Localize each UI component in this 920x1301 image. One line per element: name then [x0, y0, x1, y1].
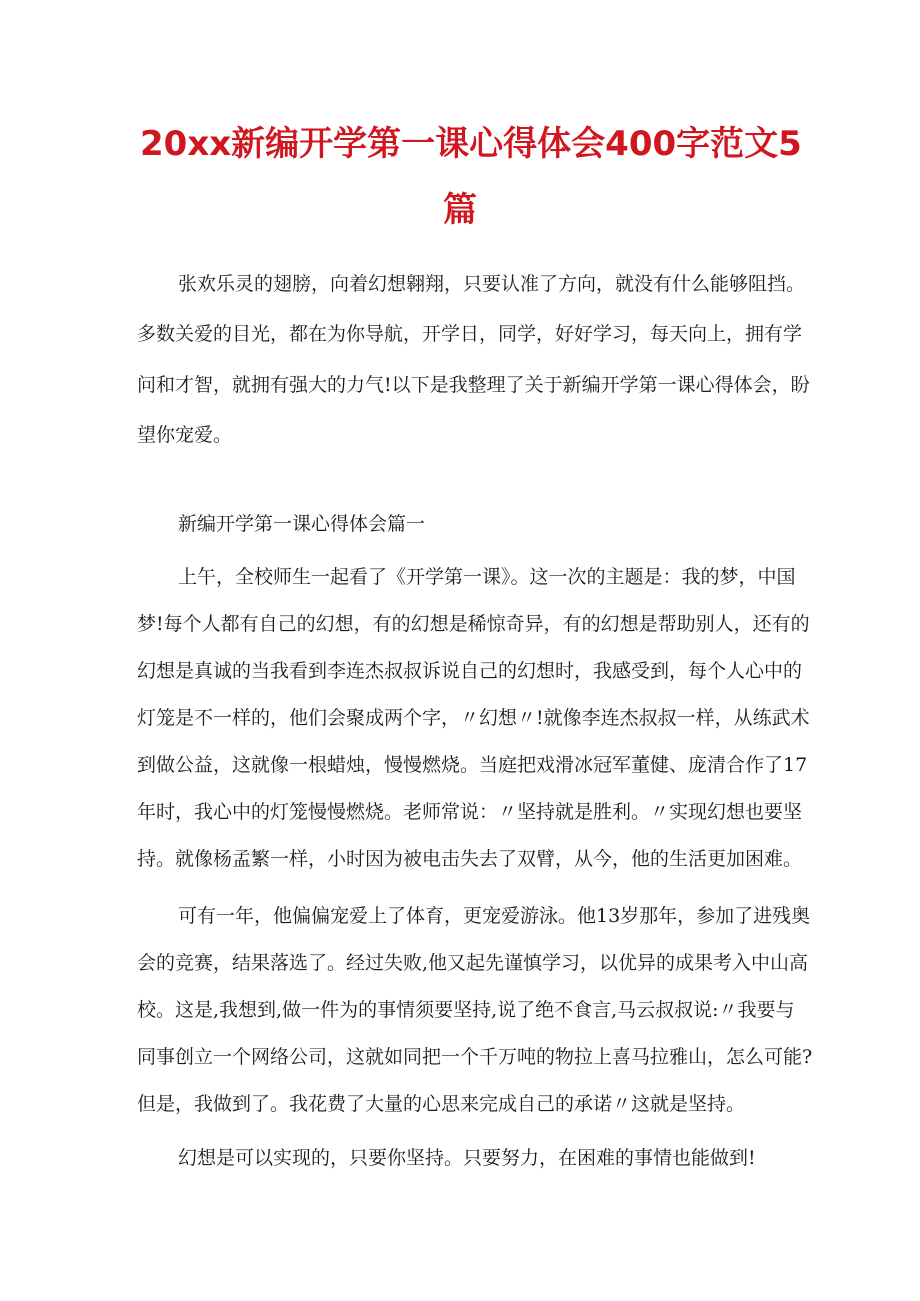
intro-line: 张欢乐灵的翅膀，向着幻想翱翔，只要认准了方向，就没有什么能够阻挡。 — [178, 273, 806, 295]
document-title-line-2: 篇 — [443, 190, 477, 230]
paragraph-line: 梦!每个人都有自己的幻想，有的幻想是稀惊奇异，有的幻想是帮助别人，还有的 — [137, 613, 810, 635]
paragraph-line: 幻想是可以实现的，只要你坚持。只要努力，在困难的事情也能做到! — [178, 1147, 756, 1169]
paragraph-line: 同事创立一个网络公司，这就如同把一个千万吨的物拉上喜马拉雅山，怎么可能? — [137, 1046, 813, 1068]
document-title-line-1: 20xx新编开学第一课心得体会400字范文5 — [140, 124, 802, 164]
intro-line: 望你宠爱。 — [137, 424, 233, 446]
intro-line: 多数关爱的目光，都在为你导航，开学日，同学，好好学习，每天向上，拥有学 — [137, 323, 803, 345]
paragraph-line: 但是，我做到了。我花费了大量的心思来完成自己的承诺〃这就是坚持。 — [137, 1093, 746, 1115]
paragraph-line: 灯笼是不一样的，他们会聚成两个字，〃幻想〃!就像李连杰叔叔一样，从练武术 — [137, 707, 810, 729]
paragraph-line: 可有一年，他偏偏宠爱上了体育，更宠爱游泳。他13岁那年，参加了进残奥 — [178, 905, 811, 927]
paragraph-line: 年时，我心中的灯笼慢慢燃烧。老师常说：〃坚持就是胜利。〃实现幻想也要坚 — [137, 801, 803, 823]
section-heading: 新编开学第一课心得体会篇一 — [178, 513, 426, 535]
paragraph-line: 上午，全校师生一起看了《开学第一课》。这一次的主题是：我的梦，中国 — [178, 566, 796, 588]
paragraph-line: 到做公益，这就像一根蜡烛，慢慢燃烧。当庭把戏滑冰冠军董健、庞清合作了17 — [137, 754, 808, 776]
intro-line: 问和才智，就拥有强大的力气!以下是我整理了关于新编开学第一课心得体会，盼 — [137, 374, 810, 396]
paragraph-line: 会的竞赛，结果落选了。经过失败,他又起先谨慎学习，以优异的成果考入中山高 — [137, 952, 809, 974]
paragraph-line: 校。这是,我想到,做一件为的事情须要坚持,说了绝不食言,马云叔叔说:〃我要与 — [137, 999, 795, 1021]
paragraph-line: 持。就像杨孟繁一样，小时因为被电击失去了双臂，从今，他的生活更加困难。 — [137, 848, 803, 870]
paragraph-line: 幻想是真诚的当我看到李连杰叔叔诉说自己的幻想时，我感受到，每个人心中的 — [137, 660, 803, 682]
